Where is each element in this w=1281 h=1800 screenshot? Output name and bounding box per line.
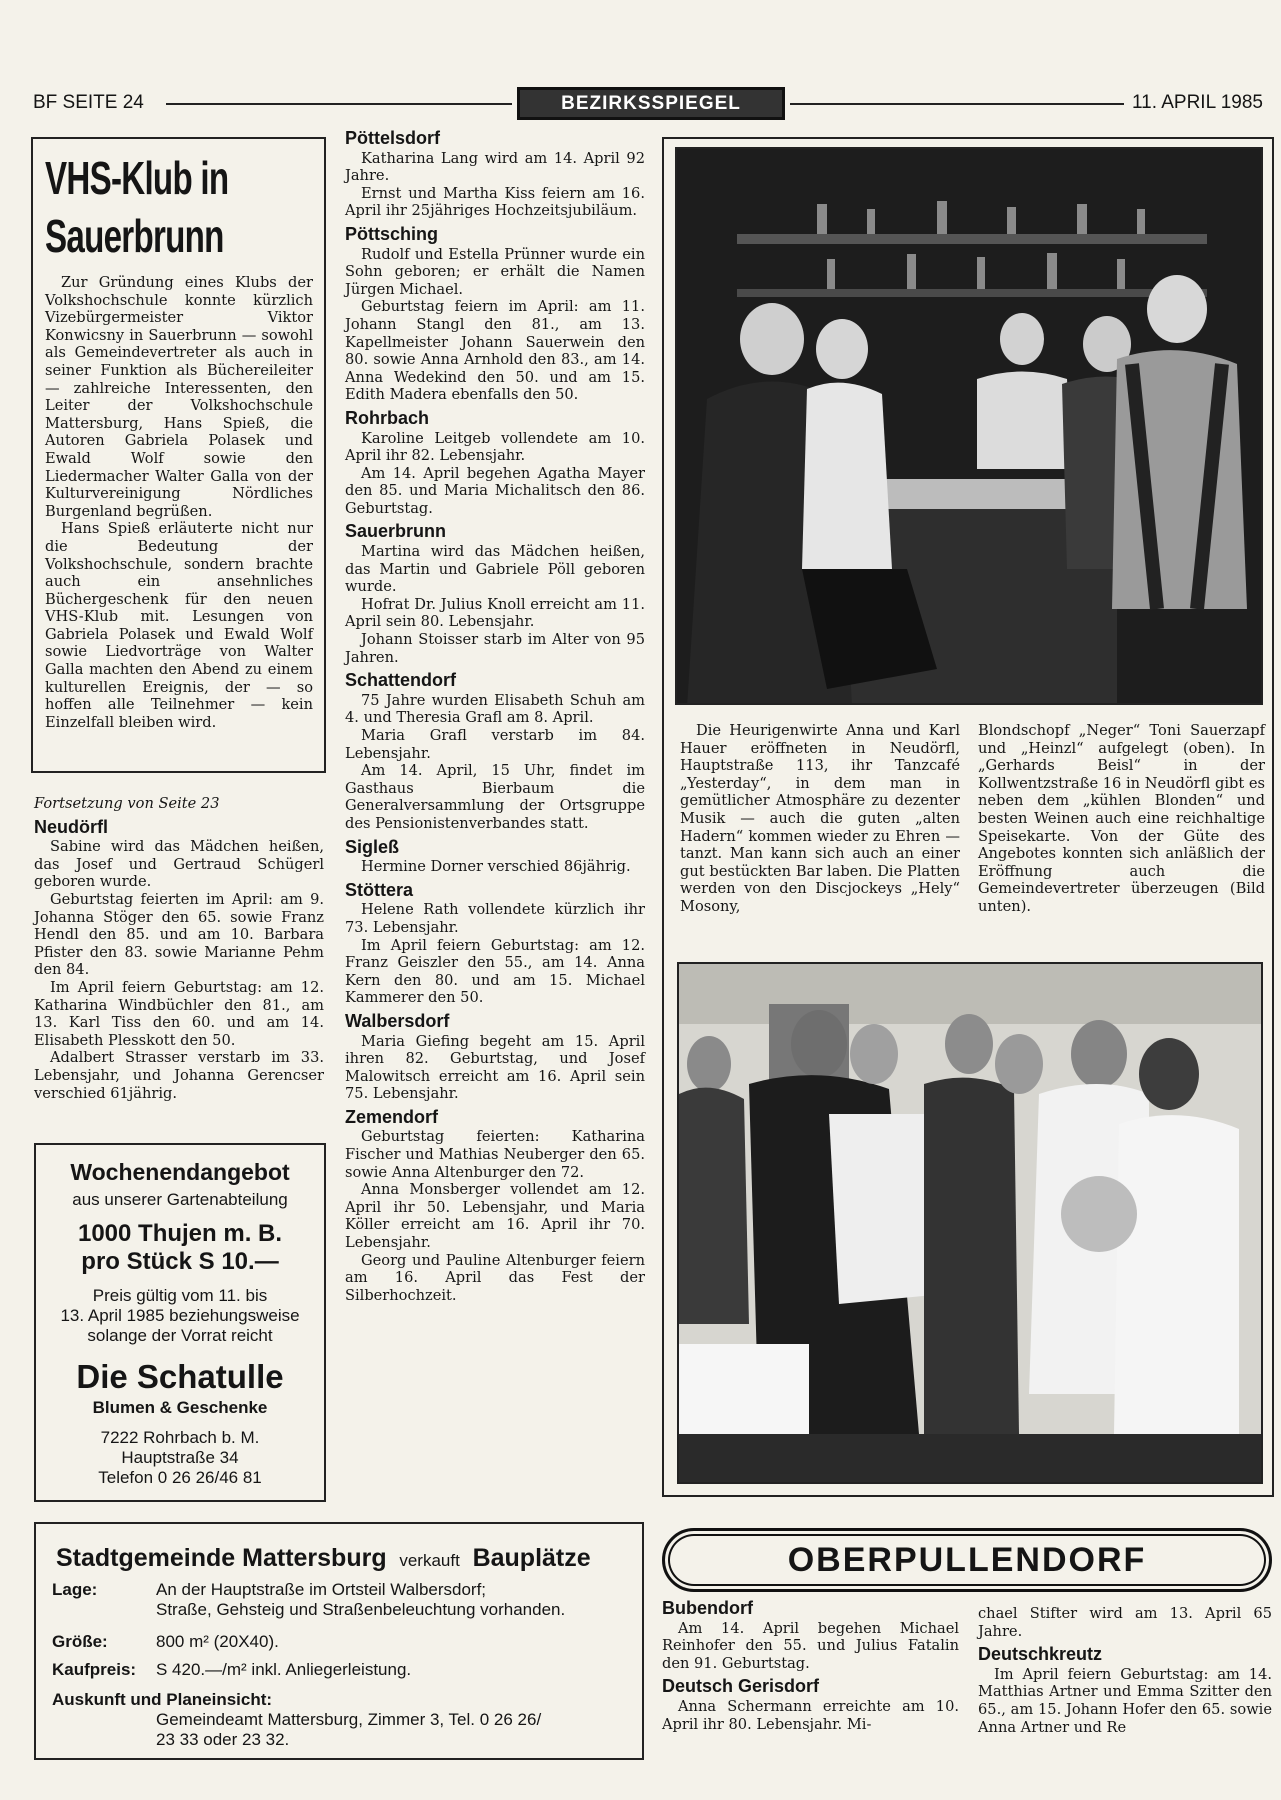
- beisl-photo-image: [679, 964, 1263, 1484]
- section-heading: Deutschkreutz: [978, 1644, 1103, 1665]
- ad-offer-line1: 1000 Thujen m. B.: [77, 1220, 283, 1247]
- section-heading: Pöttsching: [345, 223, 438, 244]
- issue-date: 11. APRIL 1985: [1132, 92, 1263, 113]
- section-heading: Pöttelsdorf: [345, 128, 441, 148]
- news-paragraph: Johann Stoisser starb im Alter von 95 Jahren.: [345, 631, 645, 666]
- ad-subtitle: aus unserer Gartenabteilung: [72, 1190, 288, 1209]
- caption-text: Blondschopf „Neger“ Toni Sauerzapf und „Heinzl“ aufgelegt (oben). In „Gerhards Beisl“ in der Kollwentzstraße 16 in Neudörfl gibt es neben dem „kühlen Blonden“ und besten Weinen auch eine reichhaltige Speisekarte. Von der Güte des Angebotes konnten sich anläßlich der Eröffnung auch die Gemeindevertreter überzeugen (Bild unten).: [978, 722, 1265, 915]
- news-paragraph: Katharina Lang wird am 14. April 92 Jahre.: [345, 149, 645, 185]
- ad-title: Wochenendangebot: [70, 1159, 290, 1185]
- news-paragraph: Geburtstag feiern im April: am 11. Johann Stangl den 81., am 13. Kapellmeister Johann Sauerwein den 80. sowie Anna Arnhold den 83., am 14. Anna Wedekind den 50. und am 15. Edith Madera ebenfalls den 50.: [345, 298, 645, 404]
- section-heading: Bubendorf: [662, 1598, 753, 1618]
- section-heading: Stöttera: [345, 879, 414, 900]
- news-paragraph: Maria Giefing begeht am 15. April ihren 82. Geburtstag, und Josef Malowitsch erreicht am 16. April sein 75. Lebensjahr.: [345, 1032, 645, 1103]
- continuation-note: Fortsetzung von Seite 23: [34, 795, 220, 812]
- news-paragraph: Geburtstag feierten im April: am 9. Johanna Stöger den 65. sowie Franz Hendl den 85. und am 10. Barbara Pfister den 83. sowie Marianne Pehm den 84.: [34, 890, 324, 979]
- news-paragraph: Adalbert Strasser verstarb im 33. Lebensjahr, und Johanna Gerencser verschied 61jährig.: [34, 1049, 324, 1102]
- ad-validity: solange der Vorrat reicht: [87, 1326, 273, 1345]
- section-heading: Sigleß: [345, 836, 400, 857]
- news-paragraph: Hofrat Dr. Julius Knoll erreicht am 11. April sein 80. Lebensjahr.: [345, 595, 645, 631]
- caption-text: Die Heurigenwirte Anna und Karl Hauer eröffneten in Neudörfl, Hauptstraße 113, ihr Tanzcafé „Yesterday“, in dem man in gemütlicher Atmosphäre zu dezenter Musik — auch die guten „alten Hadern“ kommen wieder zu Ehren — tanzt. Man kann sich auch an einer gut bestückten Bar laben. Die Platten werden von den Discjockeys „Hely“ Mosony,: [680, 722, 960, 915]
- bar-photo: [675, 147, 1263, 705]
- label-kaufpreis: Kaufpreis:: [52, 1660, 137, 1679]
- oberpullendorf-col-right: [978, 1605, 1272, 1736]
- ad-phone: Telefon 0 26 26/46 81: [98, 1468, 262, 1487]
- news-paragraph: Anna Monsberger vollendet am 12. April ihr 50. Lebensjahr, und Maria Köller erreicht am 16. April ihr 70. Lebensjahr.: [345, 1181, 645, 1252]
- ad-shop-subtitle: Blumen & Geschenke: [92, 1398, 268, 1417]
- vhs-article-box: [31, 137, 326, 773]
- column-2-news: [345, 130, 645, 1304]
- news-paragraph: Geburtstag feierten: Katharina Fischer und Mathias Neuberger den 65. sowie Anna Altenburger den 72.: [345, 1128, 645, 1181]
- masthead: BEZIRKSSPIEGEL: [517, 87, 785, 120]
- news-paragraph: Im April feiern Geburtstag: am 14. Matthias Artner und Emma Szitter den 65., am 15. Johann Hofer den 65. sowie Anna Artner und Re: [978, 1665, 1272, 1736]
- vhs-body: [45, 274, 313, 731]
- section-heading: Zemendorf: [345, 1106, 439, 1127]
- section-heading: Neudörfl: [34, 816, 108, 837]
- news-paragraph: Anna Schermann erreichte am 10. April ihr 80. Lebensjahr. Mi-: [662, 1697, 959, 1733]
- mattersburg-title: Stadtgemeinde Mattersburg: [56, 1544, 387, 1572]
- value-auskunft: Gemeindeamt Mattersburg, Zimmer 3, Tel. 0 26 26/: [156, 1710, 542, 1729]
- oberpullendorf-col-left: [662, 1600, 959, 1733]
- news-paragraph: Im April feiern Geburtstag: am 12. Franz Geiszler den 55., am 14. Anna Kern den 80. und am 15. Michael Kammerer den 50.: [345, 936, 645, 1007]
- oberpullendorf-title: OBERPULLENDORF: [787, 1541, 1147, 1579]
- ad-validity: 13. April 1985 beziehungsweise: [60, 1306, 300, 1325]
- vhs-headline-2: Sauerbrunn: [45, 210, 224, 262]
- news-paragraph: Helene Rath vollendete kürzlich ihr 73. Lebensjahr.: [345, 901, 645, 936]
- value-lage: An der Hauptstraße im Ortsteil Walbersdorf;: [156, 1580, 487, 1599]
- ad-schatulle: [34, 1143, 326, 1502]
- value-lage: Straße, Gehsteig und Straßenbeleuchtung vorhanden.: [156, 1600, 566, 1619]
- ad-offer-line2: pro Stück S 10.—: [81, 1248, 279, 1275]
- value-auskunft: 23 33 oder 23 32.: [156, 1730, 290, 1749]
- ad-address: Hauptstraße 34: [121, 1448, 239, 1467]
- bar-photo-image: [677, 149, 1263, 705]
- vhs-paragraph: Hans Spieß erläuterte nicht nur die Bedeutung der Volkshochschule, sondern brachte auch ein ansehnliches Büchergeschenk für den neuen VHS-Klub mit. Lesungen von Gabriela Polasek und Ewald Wolf sowie Liedvorträge von Walter Galla machten den Abend zu einem kulturellen Ereignis, der — so hoffen alle Teilnehmer — kein Einzelfall bleiben wird.: [45, 520, 313, 731]
- page-label: BF SEITE 24: [33, 92, 144, 113]
- news-paragraph: Hermine Dorner verschied 86jährig.: [361, 858, 631, 876]
- news-paragraph: 75 Jahre wurden Elisabeth Schuh am 4. und Theresia Grafl am 8. April.: [345, 691, 645, 727]
- news-paragraph: chael Stifter wird am 13. April 65 Jahre.: [978, 1605, 1272, 1640]
- news-paragraph: Am 14. April, 15 Uhr, findet im Gasthaus Bierbaum die Generalversammlung der Ortsgruppe des Pensionistenverbandes statt.: [345, 762, 645, 832]
- ad-validity: Preis gültig vom 11. bis: [92, 1286, 268, 1305]
- photo-caption-right: [978, 722, 1265, 916]
- news-paragraph: Am 14. April begehen Michael Reinhofer den 55. und Julius Fatalin den 91. Geburtstag.: [662, 1619, 959, 1672]
- label-groesse: Größe:: [52, 1632, 108, 1651]
- oberpullendorf-banner: [662, 1528, 1272, 1592]
- header-rule-right: [790, 103, 1124, 105]
- label-lage: Lage:: [52, 1580, 98, 1599]
- photo-caption-left: [680, 722, 960, 916]
- news-paragraph: Sabine wird das Mädchen heißen, das Josef und Gertraud Schügerl geboren wurde.: [34, 838, 324, 891]
- ad-shop-name: Die Schatulle: [76, 1358, 284, 1395]
- section-heading: Sauerbrunn: [345, 521, 447, 542]
- value-kaufpreis: S 420.—/m² inkl. Anliegerleistung.: [156, 1660, 412, 1679]
- value-groesse: 800 m² (20X40).: [156, 1632, 279, 1651]
- news-paragraph: Im April feiern Geburtstag: am 12. Katharina Windbüchler den 81., am 13. Karl Tiss den 60. und am 14. Elisabeth Plesskott den 50.: [34, 978, 324, 1049]
- section-heading: Rohrbach: [345, 407, 430, 428]
- news-paragraph: Rudolf und Estella Prünner wurde ein Sohn geboren; er erhält die Namen Jürgen Michael.: [345, 245, 645, 298]
- section-heading: Walbersdorf: [345, 1010, 450, 1031]
- news-paragraph: Ernst und Martha Kiss feiern am 16. April ihr 25jähriges Hochzeitsjubiläum.: [345, 184, 645, 220]
- beisl-photo: [677, 962, 1263, 1484]
- vhs-headline-1: VHS-Klub in: [45, 152, 229, 204]
- ad-address: 7222 Rohrbach b. M.: [100, 1428, 260, 1447]
- section-heading: Schattendorf: [345, 670, 457, 691]
- mattersburg-object: Bauplätze: [472, 1544, 591, 1572]
- section-heading: Deutsch Gerisdorf: [662, 1676, 820, 1697]
- news-paragraph: Maria Grafl verstarb im 84. Lebensjahr.: [345, 727, 645, 762]
- mattersburg-verb: verkauft: [399, 1551, 460, 1570]
- news-paragraph: Am 14. April begehen Agatha Mayer den 85. und Maria Michalitsch den 86. Geburtstag.: [345, 464, 645, 517]
- news-paragraph: Karoline Leitgeb vollendete am 10. April ihr 82. Lebensjahr.: [345, 429, 645, 465]
- label-auskunft: Auskunft und Planeinsicht:: [52, 1690, 273, 1709]
- news-paragraph: Georg und Pauline Altenburger feiern am 16. April das Fest der Silberhochzeit.: [345, 1251, 645, 1304]
- vhs-paragraph: Zur Gründung eines Klubs der Volkshochschule konnte kürzlich Vizebürgermeister Viktor Konwicsny in Sauerbrunn — sowohl als Gemeindevertreter als auch in seiner Funktion als Büchereileiter — zahlreiche Interessenten, den Leiter der Volkshochschule Mattersburg, Hans Spieß, die Autoren Gabriela Polasek und Ewald Wolf sowie den Liedermacher Walter Galla von der Kulturvereinigung Nördliches Burgenland begrüßen.: [45, 274, 313, 520]
- header-rule-left: [166, 103, 512, 105]
- column-1-news: [34, 795, 324, 1102]
- ad-mattersburg: [34, 1522, 644, 1760]
- news-paragraph: Martina wird das Mädchen heißen, das Martin und Gabriele Pöll geboren wurde.: [345, 543, 645, 596]
